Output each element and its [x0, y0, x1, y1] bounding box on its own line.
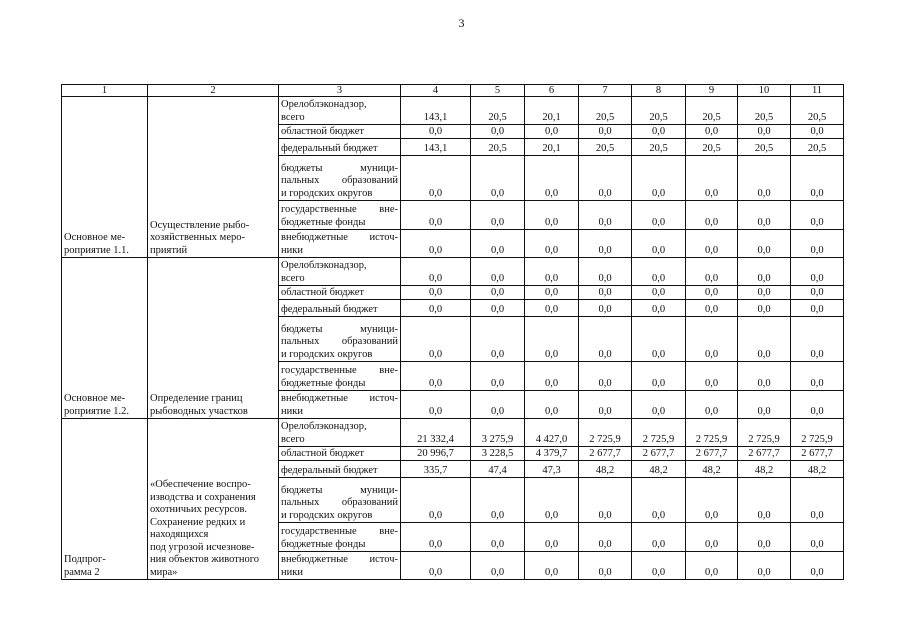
- column-header-11: 11: [791, 85, 844, 97]
- table-row: [62, 97, 844, 125]
- value-cell-col-7: 2 725,9: [579, 419, 632, 447]
- value-cell-col-8: 0,0: [632, 156, 686, 201]
- value-cell-col-11: 2 677,7: [791, 447, 844, 461]
- value-cell-col-5: 0,0: [471, 300, 525, 317]
- value-cell-col-7: 48,2: [579, 461, 632, 478]
- value-cell-col-9: 0,0: [686, 125, 738, 139]
- value-cell-col-7: 0,0: [579, 156, 632, 201]
- value-cell-col-6: 0,0: [525, 317, 579, 362]
- value-cell-col-5: 0,0: [471, 478, 525, 523]
- funding-source-line: и городских округов: [281, 509, 373, 521]
- value-cell-col-7: 0,0: [579, 523, 632, 552]
- funding-source-cell: [279, 419, 401, 447]
- value-cell-col-10: 2 725,9: [738, 419, 791, 447]
- value-cell-col-4: 0,0: [401, 156, 471, 201]
- header-row: [62, 85, 844, 97]
- value-cell-col-5: 0,0: [471, 201, 525, 230]
- value-cell-col-4: 0,0: [401, 552, 471, 580]
- value-cell-col-5: 0,0: [471, 125, 525, 139]
- value-cell-col-5: 3 275,9: [471, 419, 525, 447]
- funding-source-line: областной бюджет: [281, 447, 364, 459]
- funding-source-line: бюджеты муници-: [281, 323, 398, 335]
- value-cell-col-9: 0,0: [686, 201, 738, 230]
- value-cell-col-5: 0,0: [471, 317, 525, 362]
- funding-source-cell: [279, 317, 401, 362]
- value-cell-col-4: 0,0: [401, 523, 471, 552]
- funding-source-line: государственные вне-: [281, 204, 398, 215]
- event-description-cell: «Обеспечение воспро- изводства и сохранения охотничьих ресурсов. Сохранение редких и находящихся под угрозой исчезнове- ния объектов животного мира»: [148, 419, 279, 580]
- column-header-2: 2: [148, 85, 279, 97]
- column-header-4: 4: [401, 85, 471, 97]
- value-cell-col-8: 48,2: [632, 461, 686, 478]
- funding-source-line: бюджеты муници-: [281, 162, 398, 174]
- funding-source-cell: [279, 523, 401, 552]
- value-cell-col-6: 4 427,0: [525, 419, 579, 447]
- value-cell-col-10: 0,0: [738, 286, 791, 300]
- funding-source-line: пальных образований: [281, 497, 398, 508]
- value-cell-col-11: 0,0: [791, 201, 844, 230]
- value-cell-col-7: 0,0: [579, 317, 632, 362]
- value-cell-col-9: 0,0: [686, 300, 738, 317]
- value-cell-col-9: 0,0: [686, 362, 738, 391]
- value-cell-col-11: 2 725,9: [791, 419, 844, 447]
- funding-source-cell: [279, 156, 401, 201]
- value-cell-col-4: 0,0: [401, 362, 471, 391]
- value-cell-col-7: 0,0: [579, 230, 632, 258]
- value-cell-col-4: 0,0: [401, 286, 471, 300]
- value-cell-col-6: 0,0: [525, 286, 579, 300]
- budget-table: [61, 84, 844, 580]
- column-header-10: 10: [738, 85, 791, 97]
- value-cell-col-6: 0,0: [525, 125, 579, 139]
- value-cell-col-4: 143,1: [401, 97, 471, 125]
- funding-source-line: внебюджетные источ-: [281, 393, 398, 404]
- value-cell-col-4: 21 332,4: [401, 419, 471, 447]
- value-cell-col-8: 0,0: [632, 362, 686, 391]
- value-cell-col-6: 0,0: [525, 523, 579, 552]
- funding-source-cell: [279, 201, 401, 230]
- value-cell-col-8: 0,0: [632, 258, 686, 286]
- funding-source-line: пальных образований: [281, 175, 398, 186]
- value-cell-col-7: 0,0: [579, 125, 632, 139]
- value-cell-col-10: 0,0: [738, 317, 791, 362]
- value-cell-col-4: 335,7: [401, 461, 471, 478]
- event-name-cell: Основное ме- роприятие 1.1.: [62, 97, 148, 258]
- funding-source-line: и городских округов: [281, 348, 373, 360]
- funding-source-cell: [279, 447, 401, 461]
- value-cell-col-5: 0,0: [471, 362, 525, 391]
- value-cell-col-11: 48,2: [791, 461, 844, 478]
- value-cell-col-9: 0,0: [686, 391, 738, 419]
- value-cell-col-8: 0,0: [632, 201, 686, 230]
- funding-source-cell: [279, 391, 401, 419]
- column-header-6: 6: [525, 85, 579, 97]
- value-cell-col-6: 0,0: [525, 156, 579, 201]
- value-cell-col-9: 48,2: [686, 461, 738, 478]
- funding-source-line: областной бюджет: [281, 125, 364, 137]
- value-cell-col-11: 0,0: [791, 317, 844, 362]
- value-cell-col-11: 0,0: [791, 552, 844, 580]
- funding-source-cell: [279, 362, 401, 391]
- value-cell-col-4: 0,0: [401, 230, 471, 258]
- table-body: [62, 97, 844, 580]
- event-name-cell: Основное ме- роприятие 1.2.: [62, 258, 148, 419]
- value-cell-col-10: 48,2: [738, 461, 791, 478]
- value-cell-col-9: 0,0: [686, 286, 738, 300]
- value-cell-col-7: 0,0: [579, 391, 632, 419]
- value-cell-col-8: 20,5: [632, 97, 686, 125]
- value-cell-col-10: 0,0: [738, 156, 791, 201]
- value-cell-col-5: 0,0: [471, 258, 525, 286]
- value-cell-col-7: 0,0: [579, 478, 632, 523]
- value-cell-col-10: 20,5: [738, 139, 791, 156]
- value-cell-col-11: 0,0: [791, 258, 844, 286]
- funding-source-line: областной бюджет: [281, 286, 364, 298]
- value-cell-col-10: 20,5: [738, 97, 791, 125]
- page-number: 3: [458, 16, 465, 30]
- value-cell-col-9: 0,0: [686, 230, 738, 258]
- table-header: [62, 85, 844, 97]
- value-cell-col-5: 47,4: [471, 461, 525, 478]
- funding-source-line: федеральный бюджет: [281, 142, 378, 154]
- value-cell-col-4: 0,0: [401, 478, 471, 523]
- value-cell-col-4: 0,0: [401, 125, 471, 139]
- funding-source-line: внебюджетные источ-: [281, 232, 398, 243]
- funding-source-line: ники: [281, 244, 303, 256]
- value-cell-col-6: 20,1: [525, 97, 579, 125]
- value-cell-col-7: 2 677,7: [579, 447, 632, 461]
- funding-source-line: и городских округов: [281, 187, 373, 199]
- value-cell-col-11: 0,0: [791, 286, 844, 300]
- value-cell-col-8: 0,0: [632, 300, 686, 317]
- value-cell-col-4: 0,0: [401, 258, 471, 286]
- value-cell-col-4: 0,0: [401, 317, 471, 362]
- value-cell-col-5: 0,0: [471, 286, 525, 300]
- value-cell-col-7: 0,0: [579, 552, 632, 580]
- column-header-5: 5: [471, 85, 525, 97]
- funding-source-line: федеральный бюджет: [281, 464, 378, 476]
- value-cell-col-4: 0,0: [401, 201, 471, 230]
- value-cell-col-10: 0,0: [738, 391, 791, 419]
- value-cell-col-11: 0,0: [791, 125, 844, 139]
- event-description-cell: Осуществление рыбо- хозяйственных меро- приятий: [148, 97, 279, 258]
- value-cell-col-8: 0,0: [632, 317, 686, 362]
- funding-source-cell: [279, 230, 401, 258]
- column-header-9: 9: [686, 85, 738, 97]
- value-cell-col-10: 0,0: [738, 201, 791, 230]
- value-cell-col-8: 0,0: [632, 230, 686, 258]
- value-cell-col-8: 0,0: [632, 286, 686, 300]
- value-cell-col-9: 0,0: [686, 156, 738, 201]
- funding-source-cell: [279, 300, 401, 317]
- funding-source-cell: [279, 97, 401, 125]
- value-cell-col-9: 2 677,7: [686, 447, 738, 461]
- funding-source-cell: [279, 552, 401, 580]
- value-cell-col-4: 0,0: [401, 391, 471, 419]
- value-cell-col-8: 0,0: [632, 478, 686, 523]
- value-cell-col-11: 0,0: [791, 230, 844, 258]
- value-cell-col-8: 2 725,9: [632, 419, 686, 447]
- funding-source-line: бюджетные фонды: [281, 377, 366, 389]
- funding-source-cell: [279, 125, 401, 139]
- value-cell-col-8: 2 677,7: [632, 447, 686, 461]
- funding-source-cell: [279, 478, 401, 523]
- value-cell-col-10: 0,0: [738, 300, 791, 317]
- value-cell-col-6: 0,0: [525, 230, 579, 258]
- column-header-7: 7: [579, 85, 632, 97]
- value-cell-col-7: 0,0: [579, 258, 632, 286]
- value-cell-col-9: 0,0: [686, 552, 738, 580]
- value-cell-col-10: 0,0: [738, 523, 791, 552]
- value-cell-col-7: 20,5: [579, 139, 632, 156]
- value-cell-col-10: 2 677,7: [738, 447, 791, 461]
- value-cell-col-11: 0,0: [791, 156, 844, 201]
- value-cell-col-9: 0,0: [686, 317, 738, 362]
- funding-source-line: бюджеты муници-: [281, 484, 398, 496]
- value-cell-col-10: 0,0: [738, 125, 791, 139]
- value-cell-col-7: 0,0: [579, 300, 632, 317]
- value-cell-col-4: 143,1: [401, 139, 471, 156]
- funding-source-line: всего: [281, 272, 305, 284]
- table-row: [62, 419, 844, 447]
- value-cell-col-6: 20,1: [525, 139, 579, 156]
- value-cell-col-7: 20,5: [579, 97, 632, 125]
- value-cell-col-10: 0,0: [738, 552, 791, 580]
- value-cell-col-8: 20,5: [632, 139, 686, 156]
- value-cell-col-10: 0,0: [738, 258, 791, 286]
- value-cell-col-6: 0,0: [525, 391, 579, 419]
- value-cell-col-10: 0,0: [738, 230, 791, 258]
- value-cell-col-4: 0,0: [401, 300, 471, 317]
- funding-source-line: ники: [281, 566, 303, 578]
- funding-source-line: федеральный бюджет: [281, 303, 378, 315]
- value-cell-col-6: 0,0: [525, 258, 579, 286]
- value-cell-col-5: 0,0: [471, 523, 525, 552]
- funding-source-line: ники: [281, 405, 303, 417]
- value-cell-col-6: 0,0: [525, 552, 579, 580]
- funding-source-line: всего: [281, 111, 305, 123]
- value-cell-col-9: 0,0: [686, 258, 738, 286]
- funding-source-line: пальных образований: [281, 336, 398, 347]
- funding-source-line: Орелоблэконадзор,: [281, 260, 367, 271]
- value-cell-col-11: 20,5: [791, 139, 844, 156]
- value-cell-col-11: 0,0: [791, 478, 844, 523]
- value-cell-col-4: 20 996,7: [401, 447, 471, 461]
- value-cell-col-8: 0,0: [632, 391, 686, 419]
- event-name-cell: Подпрог- рамма 2: [62, 419, 148, 580]
- value-cell-col-11: 0,0: [791, 523, 844, 552]
- value-cell-col-5: 3 228,5: [471, 447, 525, 461]
- funding-source-line: бюджетные фонды: [281, 538, 366, 550]
- funding-source-line: бюджетные фонды: [281, 216, 366, 228]
- funding-source-line: государственные вне-: [281, 365, 398, 376]
- value-cell-col-8: 0,0: [632, 552, 686, 580]
- value-cell-col-10: 0,0: [738, 478, 791, 523]
- value-cell-col-10: 0,0: [738, 362, 791, 391]
- value-cell-col-11: 0,0: [791, 391, 844, 419]
- funding-source-cell: [279, 286, 401, 300]
- funding-source-cell: [279, 139, 401, 156]
- value-cell-col-5: 0,0: [471, 552, 525, 580]
- value-cell-col-8: 0,0: [632, 125, 686, 139]
- value-cell-col-5: 20,5: [471, 97, 525, 125]
- value-cell-col-11: 20,5: [791, 97, 844, 125]
- table-row: [62, 258, 844, 286]
- funding-source-cell: [279, 258, 401, 286]
- value-cell-col-7: 0,0: [579, 201, 632, 230]
- funding-source-line: Орелоблэконадзор,: [281, 99, 367, 110]
- value-cell-col-9: 2 725,9: [686, 419, 738, 447]
- event-description-cell: Определение границ рыбоводных участков: [148, 258, 279, 419]
- value-cell-col-6: 0,0: [525, 201, 579, 230]
- value-cell-col-6: 4 379,7: [525, 447, 579, 461]
- value-cell-col-6: 0,0: [525, 478, 579, 523]
- value-cell-col-9: 0,0: [686, 523, 738, 552]
- value-cell-col-7: 0,0: [579, 362, 632, 391]
- funding-source-cell: [279, 461, 401, 478]
- value-cell-col-9: 20,5: [686, 97, 738, 125]
- value-cell-col-5: 0,0: [471, 391, 525, 419]
- value-cell-col-6: 47,3: [525, 461, 579, 478]
- value-cell-col-5: 20,5: [471, 139, 525, 156]
- funding-source-line: внебюджетные источ-: [281, 554, 398, 565]
- value-cell-col-11: 0,0: [791, 300, 844, 317]
- value-cell-col-5: 0,0: [471, 230, 525, 258]
- column-header-8: 8: [632, 85, 686, 97]
- value-cell-col-6: 0,0: [525, 300, 579, 317]
- value-cell-col-5: 0,0: [471, 156, 525, 201]
- funding-source-line: государственные вне-: [281, 526, 398, 537]
- column-header-3: 3: [279, 85, 401, 97]
- value-cell-col-7: 0,0: [579, 286, 632, 300]
- funding-source-line: Орелоблэконадзор,: [281, 421, 367, 432]
- funding-source-line: всего: [281, 433, 305, 445]
- value-cell-col-6: 0,0: [525, 362, 579, 391]
- column-header-1: 1: [62, 85, 148, 97]
- value-cell-col-9: 0,0: [686, 478, 738, 523]
- value-cell-col-11: 0,0: [791, 362, 844, 391]
- value-cell-col-9: 20,5: [686, 139, 738, 156]
- value-cell-col-8: 0,0: [632, 523, 686, 552]
